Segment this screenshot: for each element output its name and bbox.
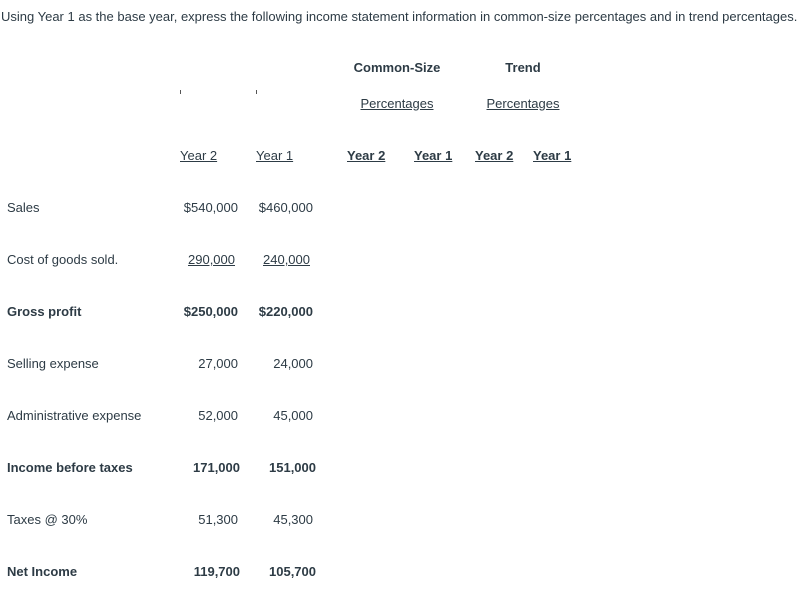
selling-expense-year1: 24,000 [273, 356, 313, 371]
taxes-year2: 51,300 [198, 512, 238, 527]
trend-percentages-heading: Percentages [486, 96, 560, 111]
row-label-net-income: Net Income [7, 564, 78, 579]
column-year1: Year 1 [256, 148, 294, 163]
gross-profit-year1: $220,000 [258, 304, 313, 319]
common-size-percentages-heading: Percentages [360, 96, 434, 111]
net-income-year2: 119,700 [193, 564, 240, 579]
cogs-year2: 290,000 [188, 252, 235, 267]
row-label-taxes: Taxes @ 30% [7, 512, 88, 527]
net-income-year1: 105,700 [269, 564, 316, 579]
column-trend-year2: Year 2 [475, 148, 514, 163]
common-size-heading: Common-Size [353, 60, 441, 75]
trend-heading: Trend [505, 60, 541, 75]
income-before-taxes-year2: 171,000 [193, 460, 240, 475]
column-common-size-year2: Year 2 [347, 148, 386, 163]
administrative-expense-year1: 45,000 [273, 408, 313, 423]
row-label-income-before-taxes: Income before taxes [7, 460, 133, 475]
selling-expense-year2: 27,000 [198, 356, 238, 371]
income-before-taxes-year1: 151,000 [269, 460, 316, 475]
row-label-selling-expense: Selling expense [7, 356, 99, 371]
row-label-cogs: Cost of goods sold. [7, 252, 119, 267]
cogs-year1: 240,000 [263, 252, 310, 267]
column-year2: Year 2 [180, 148, 218, 163]
question-text: Using Year 1 as the base year, express the following income statement information in common-size percentages and in trend percentages. [1, 9, 798, 24]
row-label-gross-profit: Gross profit [7, 304, 82, 319]
row-label-administrative-expense: Administrative expense [7, 408, 142, 423]
row-label-sales: Sales [7, 200, 40, 215]
sales-year1: $460,000 [258, 200, 313, 215]
taxes-year1: 45,300 [273, 512, 313, 527]
sales-year2: $540,000 [183, 200, 238, 215]
column-common-size-year1: Year 1 [414, 148, 453, 163]
administrative-expense-year2: 52,000 [198, 408, 238, 423]
column-trend-year1: Year 1 [533, 148, 572, 163]
divider-tick [256, 90, 257, 94]
divider-tick [180, 90, 181, 94]
gross-profit-year2: $250,000 [183, 304, 238, 319]
